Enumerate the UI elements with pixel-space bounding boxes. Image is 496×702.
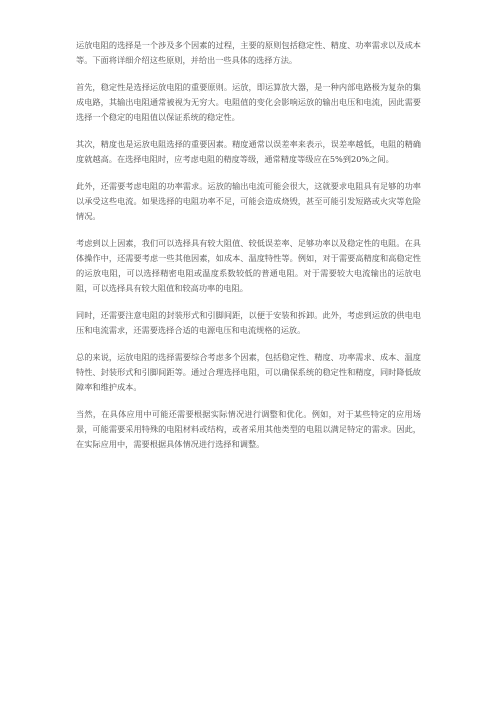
paragraph-5: 考虑到以上因素，我们可以选择具有较大阻值、较低误差率、足够功率以及稳定性的电阻。在具体操作中，还需要考虑一些其他因素，如成本、温度特性等。例如，对于需要高精度和高稳定性的运放电阻，可以选择精密电阻或温度系数较低的普通电阻。对于需要较大电流输出的运放电阻，可以选择具有较大阻值和较高功率的电阻。 — [76, 238, 421, 293]
paragraph-6: 同时，还需要注意电阻的封装形式和引脚间距，以便于安装和拆卸。此外，考虑到运放的供电电压和电流需求，还需要选择合适的电源电压和电流规格的运放。 — [76, 310, 421, 335]
paragraph-4: 此外，还需要考虑电阻的功率需求。运放的输出电流可能会很大，这就要求电阻具有足够的功率以承受这些电流。如果选择的电阻功率不足，可能会造成烧毁，甚至可能引发短路或火灾等危险情况。 — [76, 181, 421, 221]
paragraph-2: 首先，稳定性是选择运放电阻的重要原则。运放，即运算放大器，是一种内部电路极为复杂的集成电路，其输出电阻通常被视为无穷大。电阻值的变化会影响运放的输出电压和电流，因此需要选择一个稳定的电阻值以保证系统的稳定性。 — [76, 82, 421, 122]
document-body — [76, 38, 421, 452]
paragraph-7: 总的来说，运放电阻的选择需要综合考虑多个因素，包括稳定性、精度、功率需求、成本、温度特性、封装形式和引脚间距等。通过合理选择电阻，可以确保系统的稳定性和精度，同时降低故障率和维护成本。 — [76, 352, 421, 392]
paragraph-1: 运放电阻的选择是一个涉及多个因素的过程，主要的原则包括稳定性、精度、功率需求以及成本等。下面将详细介绍这些原则，并给出一些具体的选择方法。 — [76, 40, 421, 65]
paragraph-8: 当然，在具体应用中可能还需要根据实际情况进行调整和优化。例如，对于某些特定的应用场景，可能需要采用特殊的电阻材料或结构，或者采用其他类型的电阻以满足特定的需求。因此，在实际应用中，需要根据具体情况进行选择和调整。 — [76, 409, 421, 449]
paragraph-3: 其次，精度也是运放电阻选择的重要因素。精度通常以误差率来表示，误差率越低，电阻的精确度就越高。在选择电阻时，应考虑电阻的精度等级，通常精度等级应在5%到20%之间。 — [76, 139, 421, 164]
